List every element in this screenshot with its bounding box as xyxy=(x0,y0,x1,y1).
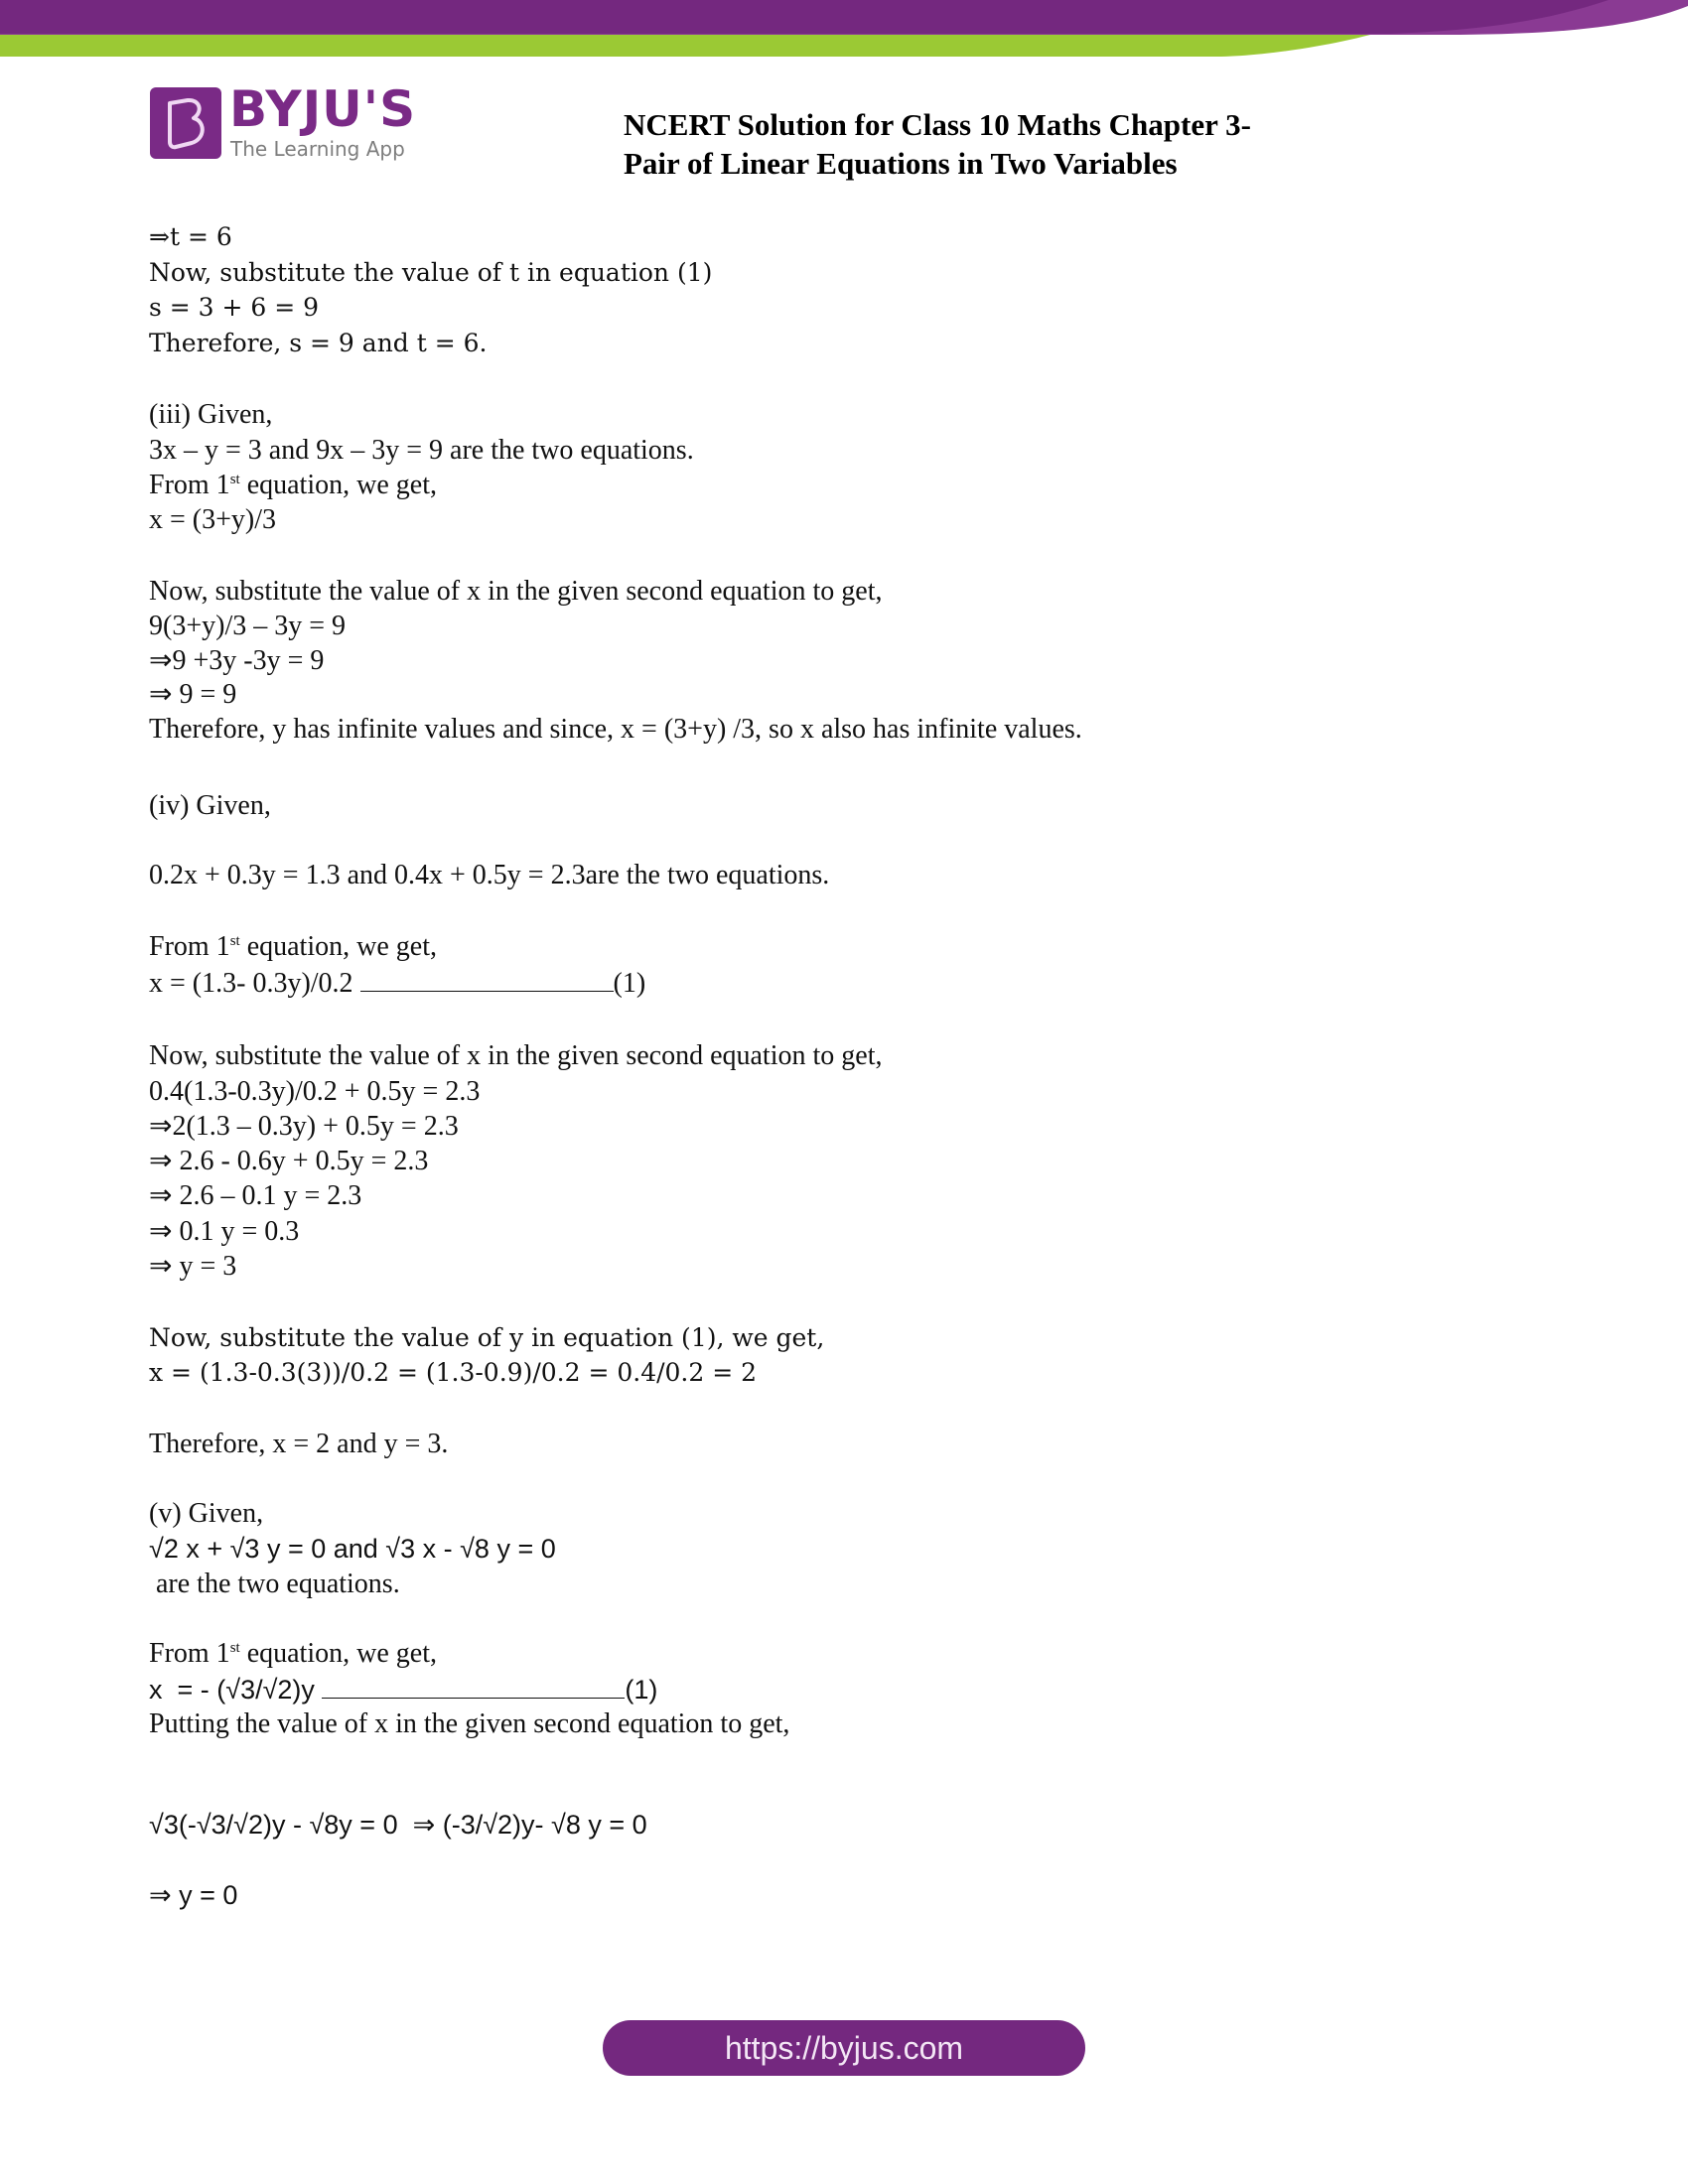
equation-line: ⇒ y = 0 xyxy=(149,1880,238,1910)
text-line: Therefore, s = 9 and t = 6. xyxy=(149,329,488,357)
text-line: Therefore, x = 2 and y = 3. xyxy=(149,1429,449,1459)
logo-tagline: The Learning App xyxy=(230,137,405,161)
text-line: Now, substitute the value of x in the given second equation to get, xyxy=(149,576,883,607)
text-fragment: From 1 xyxy=(149,470,230,500)
equation-line: ⇒9 +3y -3y = 9 xyxy=(149,645,325,676)
equation-line: x = (3+y)/3 xyxy=(149,504,277,535)
equation-tag: (1) xyxy=(625,1675,658,1705)
equation-line: 9(3+y)/3 – 3y = 9 xyxy=(149,611,347,641)
title-line-1: NCERT Solution for Class 10 Maths Chapter 3- xyxy=(624,107,1251,142)
text-line: are the two equations. xyxy=(149,1569,400,1599)
equation-line: √2 x + √3 y = 0 and √3 x - √8 y = 0 xyxy=(149,1534,556,1564)
header-banner xyxy=(0,0,1688,60)
title-line-2: Pair of Linear Equations in Two Variables xyxy=(624,146,1178,181)
text-line: Now, substitute the value of t in equation (1) xyxy=(149,258,713,287)
text-line: 0.2x + 0.3y = 1.3 and 0.4x + 0.5y = 2.3are the two equations. xyxy=(149,860,830,890)
byjus-b-icon xyxy=(150,87,221,159)
page-title xyxy=(624,105,1378,183)
ordinal-superscript: st xyxy=(229,933,240,949)
equation-line: ⇒2(1.3 – 0.3y) + 0.5y = 2.3 xyxy=(149,1111,459,1142)
text-fragment: From 1 xyxy=(149,931,230,962)
logo-wordmark: BYJU'S xyxy=(229,80,417,138)
text-fragment: x = (1.3- 0.3y)/0.2 xyxy=(149,968,360,999)
section-heading: (v) Given, xyxy=(149,1498,264,1529)
equation-line xyxy=(149,1674,657,1705)
website-link-text: https://byjus.com xyxy=(724,2029,964,2066)
equation-line: √3(-√3/√2)y - √8y = 0 ⇒ (-3/√2)y- √8 y = 0 xyxy=(149,1810,647,1840)
text-fragment: x = - (√3/√2)y xyxy=(149,1675,323,1705)
text-line: Putting the value of x in the given second equation to get, xyxy=(149,1708,790,1739)
text-line: Therefore, y has infinite values and since, x = (3+y) /3, so x also has infinite values. xyxy=(149,714,1082,745)
equation-line: ⇒ 0.1 y = 0.3 xyxy=(149,1216,300,1247)
underline-blank xyxy=(322,1674,625,1699)
text-line: 3x – y = 3 and 9x – 3y = 9 are the two equations. xyxy=(149,435,694,466)
text-line: ⇒t = 6 xyxy=(149,222,232,251)
byjus-logo xyxy=(150,80,418,163)
text-fragment: equation, we get, xyxy=(239,470,437,500)
text-fragment: From 1 xyxy=(149,1638,230,1669)
underline-blank xyxy=(360,967,614,992)
ordinal-superscript: st xyxy=(229,472,240,487)
byjus-website-link[interactable] xyxy=(603,2020,1085,2076)
equation-line: ⇒ 9 = 9 xyxy=(149,679,237,710)
equation-line: 0.4(1.3-0.3y)/0.2 + 0.5y = 2.3 xyxy=(149,1076,481,1107)
text-fragment: equation, we get, xyxy=(239,1638,437,1669)
text-fragment: equation, we get, xyxy=(239,931,437,962)
equation-line: ⇒ 2.6 – 0.1 y = 2.3 xyxy=(149,1180,362,1211)
ordinal-superscript: st xyxy=(229,1640,240,1656)
equation-line: x = (1.3-0.3(3))/0.2 = (1.3-0.9)/0.2 = 0.4/0.2 = 2 xyxy=(149,1358,758,1387)
equation-line: ⇒ 2.6 - 0.6y + 0.5y = 2.3 xyxy=(149,1146,429,1176)
equation-line xyxy=(149,967,645,999)
text-line xyxy=(149,1639,437,1669)
text-line: Now, substitute the value of x in the given second equation to get, xyxy=(149,1040,883,1071)
text-line xyxy=(149,471,437,500)
text-line: Now, substitute the value of y in equation (1), we get, xyxy=(149,1323,825,1352)
equation-line: ⇒ y = 3 xyxy=(149,1251,237,1282)
text-line xyxy=(149,932,437,962)
text-line: s = 3 + 6 = 9 xyxy=(149,293,320,322)
equation-tag: (1) xyxy=(613,968,646,999)
section-heading: (iii) Given, xyxy=(149,399,273,430)
section-heading: (iv) Given, xyxy=(149,790,271,821)
